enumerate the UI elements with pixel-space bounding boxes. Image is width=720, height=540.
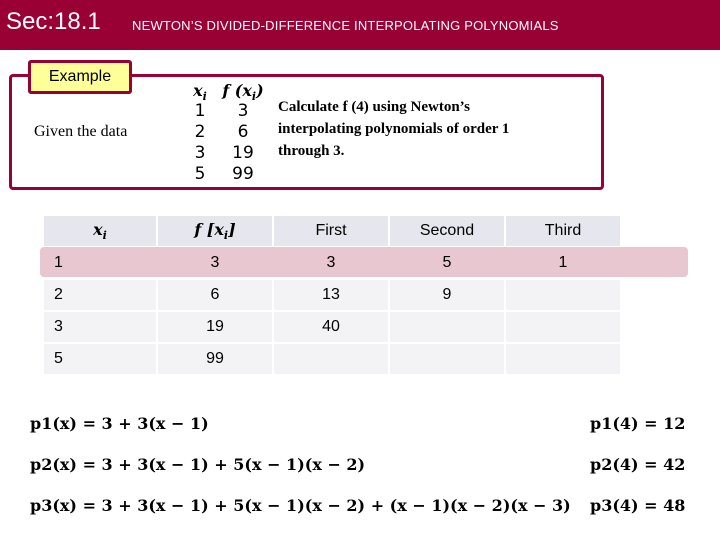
data-f-value: 6 — [237, 122, 249, 142]
table-cell: 2 — [44, 280, 156, 310]
data-x-value: 2 — [194, 122, 206, 142]
data-f-header: f $(x_i)$ — [222, 81, 264, 104]
table-cell: 6 — [158, 280, 272, 310]
data-f-value: 3 — [237, 101, 249, 121]
table-cell: 40 — [274, 312, 388, 342]
title-bar — [0, 0, 720, 50]
table-row — [44, 344, 620, 374]
table-cell: 3 — [326, 254, 336, 271]
data-f-column — [215, 80, 271, 185]
table-header-row — [44, 216, 620, 246]
table-cell — [274, 344, 388, 374]
table-cell: 99 — [158, 344, 272, 374]
table-cell — [506, 344, 620, 374]
table-cell: 5 — [442, 254, 452, 271]
data-x-column — [185, 80, 215, 185]
data-x-header: $x_i$ — [193, 81, 207, 104]
table-cell — [390, 344, 504, 374]
data-f-value: 19 — [232, 143, 254, 163]
table-cell — [506, 280, 620, 310]
data-x-value: 1 — [194, 101, 206, 121]
section-title: NEWTON’S DIVIDED-DIFFERENCE INTERPOLATING POLYNOMIALS — [132, 18, 559, 33]
table-row — [44, 312, 620, 342]
example-tab: Example — [28, 60, 132, 94]
data-x-value: 3 — [194, 143, 206, 163]
header-first: First — [274, 216, 388, 246]
data-f-value: 99 — [232, 164, 254, 184]
equation-p1: p1(x) = 3 + 3(x − 1) — [30, 414, 209, 433]
result-p1: p1(4) = 12 — [590, 414, 686, 433]
divided-difference-table — [42, 214, 622, 376]
result-p2: p2(4) = 42 — [590, 455, 686, 474]
equation-p3: p3(x) = 3 + 3(x − 1) + 5(x − 1)(x − 2) + (x − 1)(x − 2)(x − 3) — [30, 496, 571, 515]
table-cell: 19 — [158, 312, 272, 342]
task-statement: Calculate f (4) using Newton’s interpolating polynomials of order 1 through 3. — [278, 99, 510, 159]
table-cell: 13 — [274, 280, 388, 310]
table-cell: 5 — [44, 344, 156, 374]
table-row — [44, 248, 620, 278]
result-p3: p3(4) = 48 — [590, 496, 686, 515]
table-cell: 9 — [390, 280, 504, 310]
table-cell: 3 — [210, 254, 220, 271]
equation-p2: p2(x) = 3 + 3(x − 1) + 5(x − 1)(x − 2) — [30, 455, 366, 474]
table-cell: 3 — [44, 312, 156, 342]
table-row — [44, 280, 620, 310]
section-number: Sec:18.1 — [6, 8, 101, 35]
given-label: Given the data — [34, 123, 128, 140]
header-fxi: f $[x_i]$ — [158, 216, 272, 246]
table-cell: 1 — [558, 254, 568, 271]
header-second: Second — [390, 216, 504, 246]
data-x-value: 5 — [194, 164, 206, 184]
table-cell — [506, 312, 620, 342]
table-cell: 1 — [54, 254, 63, 271]
header-xi: $x_i$ — [44, 216, 156, 246]
header-third: Third — [506, 216, 620, 246]
table-cell — [390, 312, 504, 342]
